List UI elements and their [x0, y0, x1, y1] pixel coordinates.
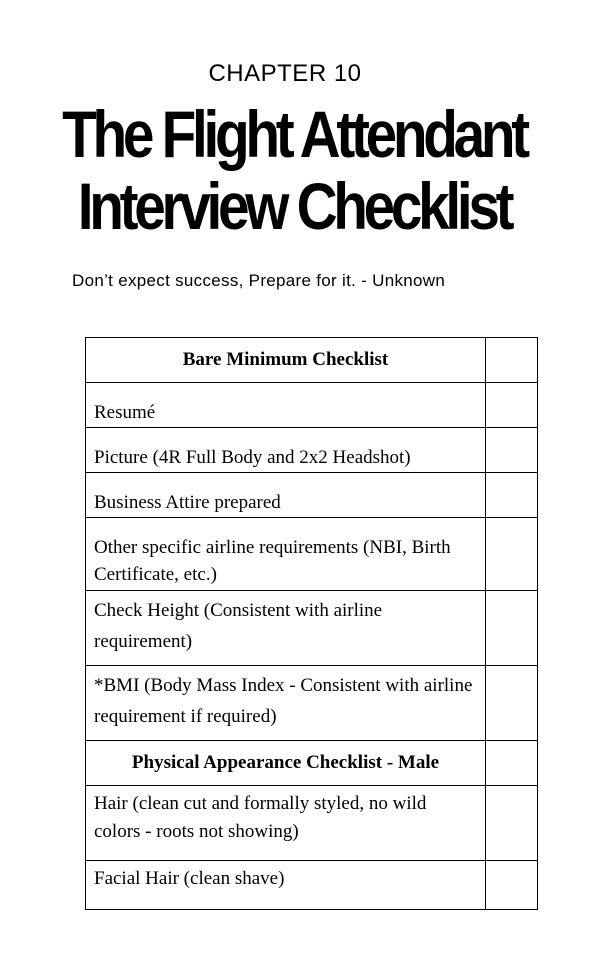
- chapter-label: CHAPTER 10: [208, 60, 362, 87]
- checklist-item: Hair (clean cut and formally styled, no wild colors - roots not showing): [86, 786, 486, 861]
- title-line-2: Interview Checklist: [77, 169, 511, 243]
- section-heading-physical-appearance: Physical Appearance Checklist - Male: [86, 741, 486, 786]
- check-box[interactable]: [486, 338, 538, 383]
- epigraph-quote: Don’t expect success, Prepare for it. - Unknown: [72, 271, 446, 290]
- checklist-item: *BMI (Body Mass Index - Consistent with airline requirement if required): [86, 666, 486, 741]
- checklist-item: Resumé: [86, 383, 486, 428]
- check-box[interactable]: [486, 518, 538, 591]
- title-line-1: The Flight Attendant: [62, 97, 526, 171]
- check-box[interactable]: [486, 741, 538, 786]
- checklist-item: Facial Hair (clean shave): [86, 861, 486, 910]
- check-box[interactable]: [486, 591, 538, 666]
- page-title: [41, 98, 547, 242]
- table-section-header: [86, 338, 538, 383]
- table-row: [86, 428, 538, 473]
- checklist-item: Other specific airline requirements (NBI, Birth Certificate, etc.): [86, 518, 486, 591]
- table-row: [86, 591, 538, 666]
- section-heading-bare-minimum: Bare Minimum Checklist: [86, 338, 486, 383]
- table-row: [86, 861, 538, 910]
- table-row: [86, 666, 538, 741]
- check-box[interactable]: [486, 861, 538, 910]
- table-row: [86, 383, 538, 428]
- check-box[interactable]: [486, 786, 538, 861]
- table-row: [86, 786, 538, 861]
- check-box[interactable]: [486, 383, 538, 428]
- checklist-item: Picture (4R Full Body and 2x2 Headshot): [86, 428, 486, 473]
- table-section-header: [86, 741, 538, 786]
- check-box[interactable]: [486, 473, 538, 518]
- table-row: [86, 518, 538, 591]
- table-row: [86, 473, 538, 518]
- check-box[interactable]: [486, 666, 538, 741]
- checklist-item: Check Height (Consistent with airline requirement): [86, 591, 486, 666]
- check-box[interactable]: [486, 428, 538, 473]
- checklist-table: [85, 337, 538, 910]
- checklist-item: Business Attire prepared: [86, 473, 486, 518]
